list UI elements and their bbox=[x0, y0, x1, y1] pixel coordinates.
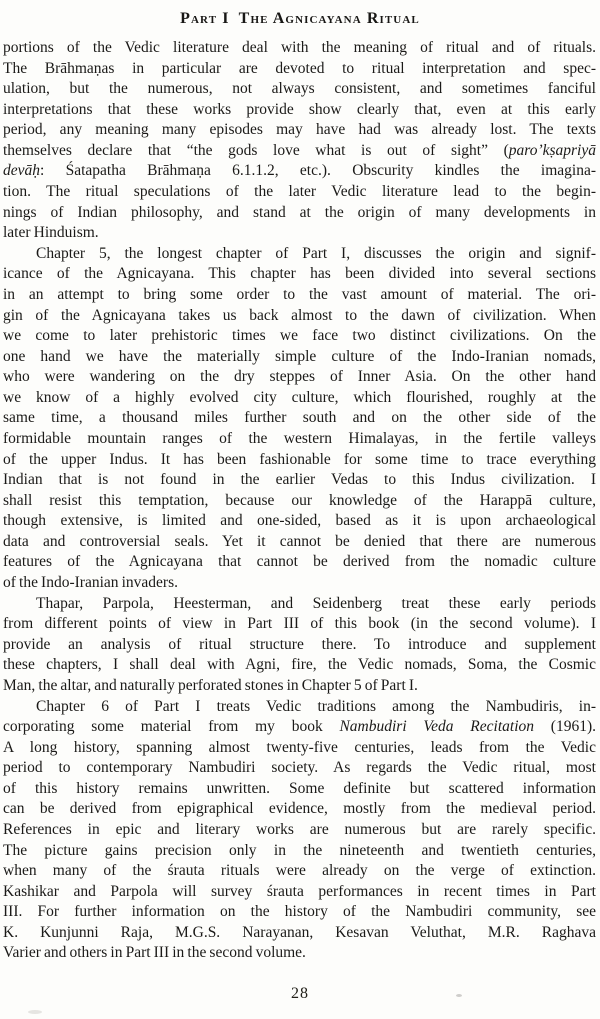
text-line bbox=[3, 285, 596, 306]
paragraph bbox=[3, 38, 596, 244]
body-text-segment: icance of the Agnicayana. This chapter has been divided into several sections bbox=[3, 265, 596, 283]
body-text-segment: nings of Indian philosophy, and stand at the origin of many developments in bbox=[3, 203, 596, 221]
text-line bbox=[3, 717, 596, 738]
body-text-segment: Chapter 6 of Part I treats Vedic traditions among the Nambudiris, in- bbox=[36, 697, 596, 715]
text-line bbox=[3, 306, 596, 327]
text-line bbox=[3, 326, 596, 347]
text-line bbox=[3, 429, 596, 450]
body-text-segment: period to contemporary Nambudiri society. As regards the Vedic ritual, most bbox=[3, 759, 596, 777]
body-text bbox=[3, 38, 596, 964]
body-text-segment: Thapar, Parpola, Heesterman, and Seidenberg treat these early periods bbox=[36, 594, 596, 612]
text-line bbox=[3, 223, 596, 244]
text-line bbox=[3, 882, 596, 903]
text-line bbox=[3, 408, 596, 429]
scan-speck bbox=[456, 994, 462, 997]
italic-text: Nambudiri Veda Recitation bbox=[339, 718, 535, 736]
text-line bbox=[3, 758, 596, 779]
body-text-segment: corporating some material from my book bbox=[3, 718, 340, 736]
page-number: 28 bbox=[291, 985, 309, 1003]
body-text-segment: can be derived from epigraphical evidence, mostly from the medieval period. bbox=[3, 800, 596, 818]
running-header: Part I The Agnicayana Ritual bbox=[180, 10, 420, 27]
text-line bbox=[3, 552, 596, 573]
text-line bbox=[3, 799, 596, 820]
text-line bbox=[3, 655, 596, 676]
text-line bbox=[3, 244, 596, 265]
text-line bbox=[3, 573, 596, 594]
body-text-segment: data and controversial seals. Yet it cannot be denied that there are numerous bbox=[3, 532, 596, 550]
body-text-segment: A long history, spanning almost twenty-five centuries, leads from the Vedic bbox=[3, 738, 596, 756]
body-text-segment: shall resist this temptation, because our knowledge of the Harappā culture, bbox=[3, 491, 596, 509]
body-text-segment: features of the Agnicayana that cannot be derived from the nomadic culture bbox=[3, 553, 596, 571]
text-line bbox=[3, 450, 596, 471]
text-line bbox=[3, 203, 596, 224]
text-line bbox=[3, 120, 596, 141]
body-text-segment: Man, the altar, and naturally perforated stones in Chapter 5 of Part I. bbox=[3, 676, 418, 694]
body-text-segment: K. Kunjunni Raja, M.G.S. Narayanan, Kesavan Veluthat, M.R. Raghava bbox=[3, 923, 596, 941]
body-text-segment: of the upper Indus. It has been fashionable for some time to trace everything bbox=[3, 450, 596, 468]
body-text-segment: these chapters, I shall deal with Agni, fire, the Vedic nomads, Soma, the Cosmic bbox=[3, 656, 596, 674]
body-text-segment: Kashikar and Parpola will survey śrauta performances in recent times in Part bbox=[3, 882, 596, 900]
text-line bbox=[3, 367, 596, 388]
text-line bbox=[3, 79, 596, 100]
paragraph bbox=[3, 594, 596, 697]
text-line bbox=[3, 59, 596, 80]
body-text-segment: though extensive, is limited and one-sided, based as it is upon archaeological bbox=[3, 512, 596, 530]
body-text-segment: of this history remains unwritten. Some definite but scattered information bbox=[3, 779, 596, 797]
text-line bbox=[3, 841, 596, 862]
paragraph bbox=[3, 244, 596, 594]
body-text-segment: one hand we have the materially simple culture of the Indo-Iranian nomads, bbox=[3, 347, 596, 365]
body-text-segment: in an attempt to bring some order to the vast amount of material. The ori- bbox=[3, 285, 596, 303]
body-text-segment: : Śatapatha Brāhmaṇa 6.1.1.2, etc.). Obscurity kindles the imagina- bbox=[40, 162, 596, 180]
text-line bbox=[3, 100, 596, 121]
text-line bbox=[3, 943, 596, 964]
body-text-segment: The Brāhmaṇas in particular are devoted to ritual interpretation and spec- bbox=[3, 59, 596, 77]
body-text-segment: who were wandering on the dry steppes of Inner Asia. On the other hand bbox=[3, 368, 596, 386]
italic-text: paro’kṣapriyā bbox=[508, 141, 596, 159]
body-text-segment: period, any meaning many episodes may have had was already lost. The texts bbox=[3, 121, 596, 139]
italic-text: devāḥ bbox=[3, 162, 41, 180]
body-text-segment: gin of the Agnicayana takes us back almost to the dawn of civilization. When bbox=[3, 306, 596, 324]
text-line bbox=[3, 738, 596, 759]
body-text-segment: III. For further information on the history of the Nambudiri community, see bbox=[3, 903, 596, 921]
text-line bbox=[3, 820, 596, 841]
text-line bbox=[3, 491, 596, 512]
text-line bbox=[3, 347, 596, 368]
text-line bbox=[3, 902, 596, 923]
body-text-segment: interpretations that these works provide show clearly that, even at this early bbox=[3, 100, 596, 118]
scan-smudge bbox=[28, 1010, 42, 1014]
text-line bbox=[3, 923, 596, 944]
body-text-segment: same time, a thousand miles further south and on the other side of the bbox=[3, 409, 596, 427]
body-text-segment: (1961). bbox=[534, 718, 596, 736]
body-text-segment: when many of the śrauta rituals were already on the verge of extinction. bbox=[3, 862, 596, 880]
body-text-segment: from different points of view in Part III of this book (in the second volume). I bbox=[3, 615, 596, 633]
text-line bbox=[3, 470, 596, 491]
text-line bbox=[3, 161, 596, 182]
text-line bbox=[3, 697, 596, 718]
text-line bbox=[3, 388, 596, 409]
text-line bbox=[3, 182, 596, 203]
body-text-segment: Indian that is not found in the earlier Vedas to this Indus civilization. I bbox=[3, 471, 596, 489]
text-line bbox=[3, 861, 596, 882]
body-text-segment: provide an analysis of ritual structure there. To introduce and supplement bbox=[3, 635, 596, 653]
body-text-segment: of the Indo-Iranian invaders. bbox=[3, 574, 178, 592]
body-text-segment: formidable mountain ranges of the western Himalayas, in the fertile valleys bbox=[3, 429, 596, 447]
body-text-segment: tion. The ritual speculations of the later Vedic literature lead to the begin- bbox=[3, 183, 596, 201]
body-text-segment: portions of the Vedic literature deal with the meaning of ritual and of rituals. bbox=[3, 39, 596, 56]
body-text-segment: we know of a highly evolved city culture, which flourished, roughly at the bbox=[3, 388, 596, 406]
body-text-segment: themselves declare that “the gods love what is out of sight” ( bbox=[3, 141, 509, 159]
paragraph bbox=[3, 697, 596, 965]
text-line bbox=[3, 594, 596, 615]
text-line bbox=[3, 635, 596, 656]
text-line bbox=[3, 38, 596, 59]
text-line bbox=[3, 141, 596, 162]
body-text-segment: we come to later prehistoric times we face two distinct civilizations. On the bbox=[3, 327, 596, 345]
text-line bbox=[3, 511, 596, 532]
text-line bbox=[3, 614, 596, 635]
body-text-segment: later Hinduism. bbox=[3, 224, 99, 242]
body-text-segment: ulation, but the numerous, not always consistent, and sometimes fanciful bbox=[3, 80, 596, 98]
text-line bbox=[3, 264, 596, 285]
text-line bbox=[3, 676, 596, 697]
text-line bbox=[3, 779, 596, 800]
body-text-segment: The picture gains precision only in the nineteenth and twentieth centuries, bbox=[3, 841, 596, 859]
body-text-segment: References in epic and literary works are numerous but are rarely specific. bbox=[3, 820, 596, 838]
body-text-segment: Varier and others in Part III in the second volume. bbox=[3, 944, 306, 962]
text-line bbox=[3, 532, 596, 553]
body-text-segment: Chapter 5, the longest chapter of Part I, discusses the origin and signif- bbox=[36, 244, 596, 262]
